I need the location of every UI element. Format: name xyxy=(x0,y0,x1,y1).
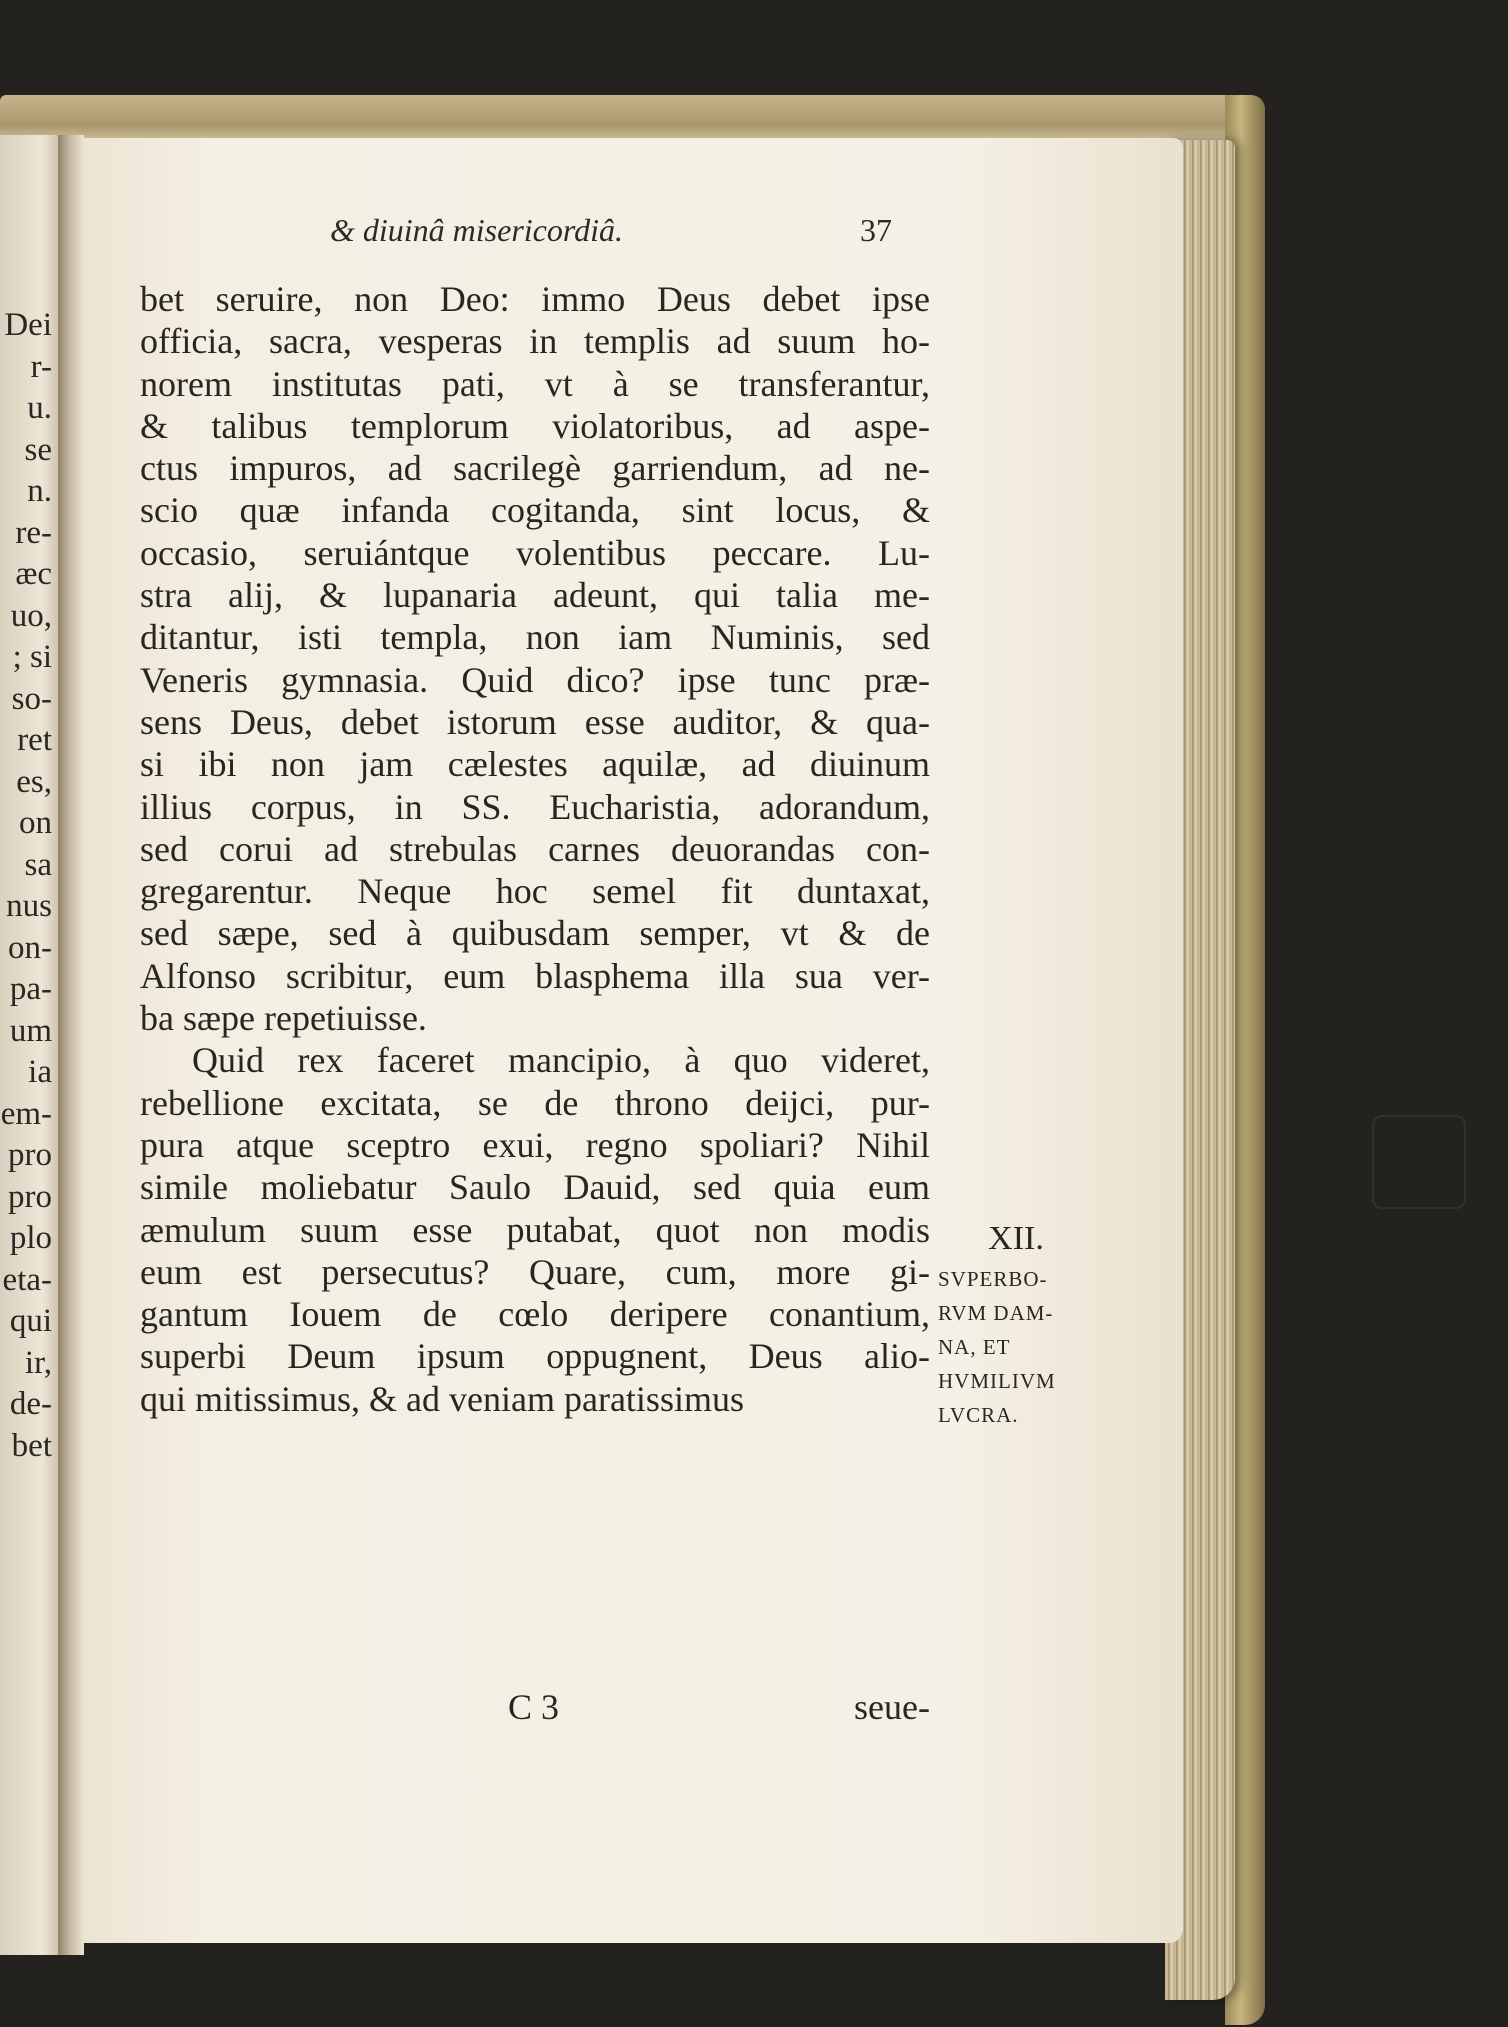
text-line: Veneris gymnasia. Quid dico? ipse tunc præ- xyxy=(140,659,930,700)
text-line: ba sæpe repetiuisse. xyxy=(140,998,427,1039)
book-gutter xyxy=(58,135,84,1955)
left-fragment: re- xyxy=(15,514,52,551)
text-line: superbi Deum ipsum oppugnent, Deus alio- xyxy=(140,1336,930,1377)
text-line: stra alij, & lupanaria adeunt, qui talia me- xyxy=(140,575,930,616)
section-number: XII. xyxy=(988,1220,1044,1257)
text-line: scio quæ infanda cogitanda, sint locus, & xyxy=(140,490,930,531)
left-fragment: Dei xyxy=(4,307,52,343)
left-fragment: æc xyxy=(15,556,52,592)
text-line: qui mitissimus, & ad veniam paratissimus xyxy=(140,1378,744,1419)
margin-note-line: NA, ET xyxy=(938,1335,1011,1359)
left-fragment: ; si xyxy=(12,639,52,675)
left-fragment: pro xyxy=(8,1178,52,1215)
left-fragment: so- xyxy=(11,680,52,717)
left-fragment: pro xyxy=(8,1137,52,1173)
page-footer xyxy=(140,1686,930,1726)
left-page-text-fragments xyxy=(0,305,60,1467)
text-line: gantum Iouem de cœlo deripere conantium, xyxy=(140,1294,930,1335)
left-fragment: em- xyxy=(0,1095,52,1132)
text-line: & talibus templorum violatoribus, ad aspe- xyxy=(140,405,930,446)
text-line: ctus impuros, ad sacrilegè garriendum, ad ne- xyxy=(140,448,930,489)
text-line: gregarentur. Neque hoc semel fit duntaxat, xyxy=(140,871,930,912)
text-line: si ibi non jam cælestes aquilæ, ad diuinum xyxy=(140,744,930,785)
left-fragment: ret xyxy=(17,722,52,758)
text-line: norem institutas pati, vt à se transferantur, xyxy=(140,363,930,404)
left-fragment: nus xyxy=(6,888,52,924)
catchword: seue- xyxy=(854,1687,930,1727)
margin-note-line: HVMILIVM xyxy=(938,1369,1056,1393)
left-fragment: eta- xyxy=(2,1261,52,1298)
text-line: officia, sacra, vesperas in templis ad suum ho- xyxy=(140,321,930,362)
left-fragment: plo xyxy=(9,1220,52,1256)
text-line: sed sæpe, sed à quibusdam semper, vt & de xyxy=(140,913,930,954)
left-fragment: de- xyxy=(9,1386,52,1422)
text-line: æmulum suum esse putabat, quot non modis xyxy=(140,1209,930,1250)
left-fragment: ia xyxy=(28,1054,52,1090)
left-fragment: ir, xyxy=(24,1344,52,1381)
text-line: occasio, seruiántque volentibus peccare. Lu- xyxy=(140,532,930,573)
show-through-ghost xyxy=(970,300,977,334)
margin-note xyxy=(938,1220,1088,1432)
left-fragment: pa- xyxy=(9,971,52,1007)
left-fragment: sa xyxy=(24,846,52,883)
left-fragment: es, xyxy=(16,763,52,800)
text-line: sed corui ad strebulas carnes deuorandas con- xyxy=(140,828,930,869)
left-fragment: n. xyxy=(27,473,52,509)
left-fragment: uo, xyxy=(10,597,52,634)
text-line: pura atque sceptro exui, regno spoliari? Nihil xyxy=(140,1124,930,1165)
text-line: eum est persecutus? Quare, cum, more gi- xyxy=(140,1251,930,1292)
left-fragment: r- xyxy=(30,348,52,385)
margin-note-line: LVCRA. xyxy=(938,1403,1019,1427)
clasp-outline xyxy=(1372,1115,1466,1209)
signature-mark: C 3 xyxy=(508,1687,560,1727)
page-number: 37 xyxy=(860,212,892,248)
text-line: rebellione excitata, se de throno deijci, pur- xyxy=(140,1082,930,1123)
text-line: simile moliebatur Saulo Dauid, sed quia eum xyxy=(140,1167,930,1208)
text-line: Quid rex faceret mancipio, à quo videret, xyxy=(192,1040,930,1081)
left-fragment: u. xyxy=(27,390,52,426)
left-fragment: bet xyxy=(11,1427,52,1464)
left-fragment: on xyxy=(19,805,52,841)
text-line: illius corpus, in SS. Eucharistia, adorandum, xyxy=(140,786,930,827)
text-line: Alfonso scribitur, eum blasphema illa sua ver- xyxy=(140,955,930,996)
body-text xyxy=(140,278,930,1420)
left-fragment: qui xyxy=(9,1303,52,1339)
margin-note-line: RVM DAM- xyxy=(938,1301,1054,1325)
left-fragment: se xyxy=(24,431,52,468)
running-title: & diuinâ misericordiâ. xyxy=(330,212,624,248)
text-line: sens Deus, debet istorum esse auditor, & qua- xyxy=(140,701,930,742)
left-fragment: on- xyxy=(8,929,52,966)
text-line: ditantur, isti templa, non iam Numinis, sed xyxy=(140,617,930,658)
text-line: bet seruire, non Deo: immo Deus debet ipse xyxy=(140,279,930,319)
left-fragment: um xyxy=(9,1012,52,1049)
margin-note-line: SVPERBO- xyxy=(938,1267,1048,1291)
